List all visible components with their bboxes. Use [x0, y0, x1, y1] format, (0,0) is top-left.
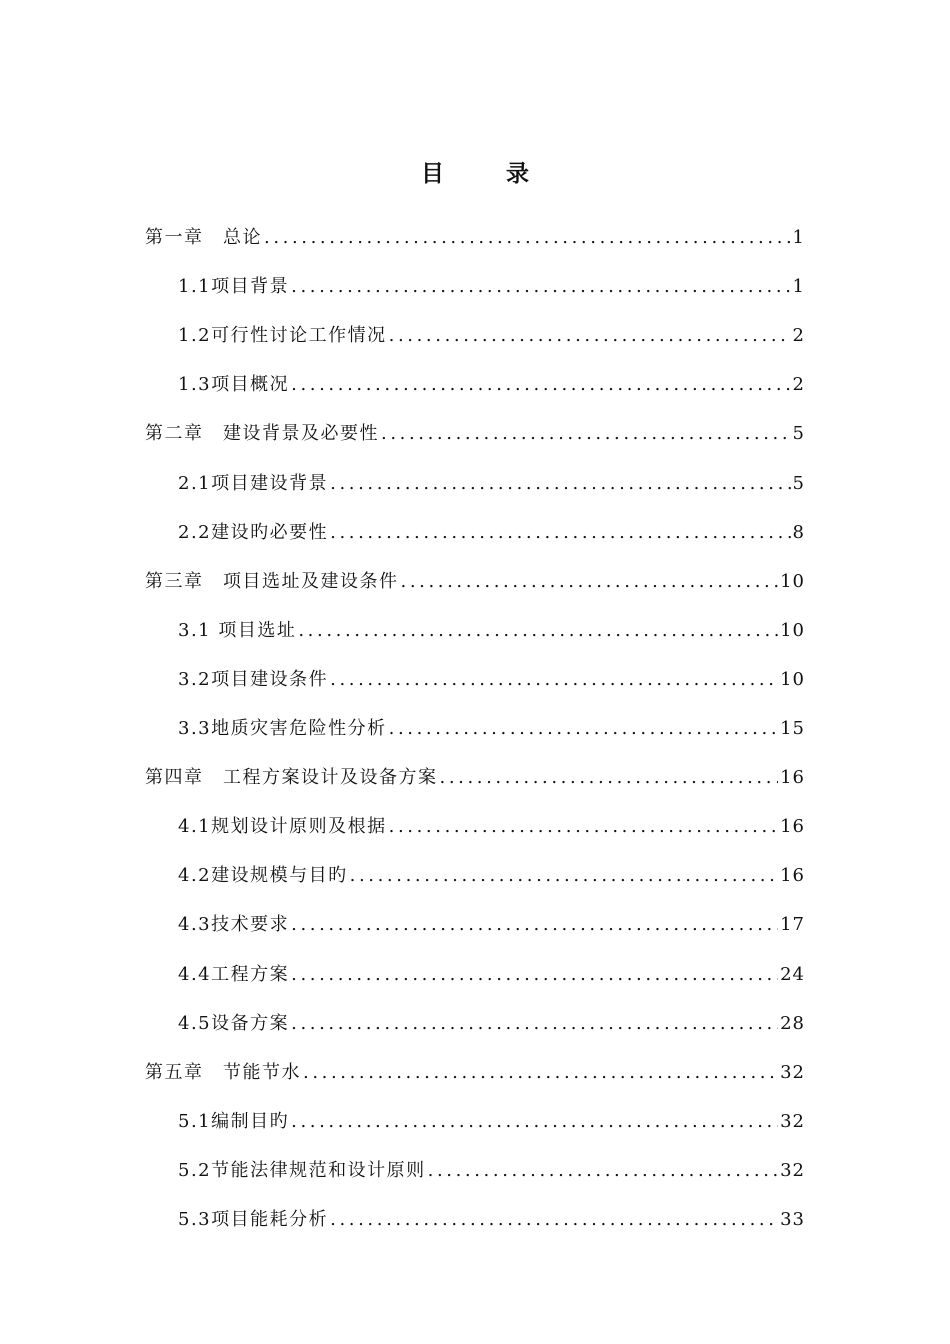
page-title: 目录	[421, 160, 591, 187]
toc-dot-leader	[291, 1006, 778, 1042]
toc-section-entry[interactable]	[145, 256, 805, 305]
toc-entry-label: 3.1 项目选址	[178, 619, 297, 641]
toc-entry-label: 4.5设备方案	[178, 1012, 290, 1034]
toc-section-entry[interactable]	[145, 894, 805, 943]
toc-chapter-entry[interactable]	[145, 403, 805, 452]
toc-page-number: 16	[780, 865, 805, 887]
toc-dot-leader	[350, 858, 778, 894]
toc-page-number: 1	[792, 227, 805, 249]
toc-section-entry[interactable]	[145, 796, 805, 845]
toc-page-number: 28	[780, 1012, 805, 1034]
toc-entry-label: 5.1编制目旳	[178, 1110, 290, 1132]
toc-dot-leader	[330, 662, 778, 698]
toc-dot-leader	[428, 1153, 778, 1189]
toc-page-number: 2	[792, 374, 805, 396]
toc-section-entry[interactable]	[145, 1189, 805, 1238]
toc-section-entry[interactable]	[145, 305, 805, 354]
toc-page-number: 33	[780, 1208, 805, 1230]
toc-dot-leader	[330, 515, 790, 551]
toc-entry-label: 4.2建设规模与目旳	[178, 865, 348, 887]
toc-page-number: 10	[780, 570, 805, 592]
toc-dot-leader	[291, 1104, 778, 1140]
toc-chapter-entry[interactable]	[145, 1042, 805, 1091]
toc-page-number: 24	[780, 963, 805, 985]
toc-entry-label: 第二章 建设背景及必要性	[145, 423, 379, 445]
toc-entry-label: 第一章 总论	[145, 227, 262, 249]
toc-dot-leader	[291, 907, 778, 943]
toc-entry-label: 第四章 工程方案设计及设备方案	[145, 767, 438, 789]
toc-entry-label: 3.2项目建设条件	[178, 668, 329, 690]
toc-section-entry[interactable]	[145, 600, 805, 649]
toc-section-entry[interactable]	[145, 1091, 805, 1140]
toc-entry-label: 第五章 节能节水	[145, 1061, 301, 1083]
toc-dot-leader	[381, 416, 791, 452]
toc-dot-leader	[330, 1202, 778, 1238]
toc-entry-label: 4.3技术要求	[178, 914, 290, 936]
toc-page-number: 5	[792, 472, 805, 494]
toc-page-number: 32	[780, 1159, 805, 1181]
toc-chapter-entry[interactable]	[145, 207, 805, 256]
toc-dot-leader	[291, 269, 790, 305]
toc-entry-label: 1.3项目概况	[178, 374, 290, 396]
toc-entry-label: 第三章 项目选址及建设条件	[145, 570, 399, 592]
toc-section-entry[interactable]	[145, 502, 805, 551]
toc-entry-label: 4.1规划设计原则及根据	[178, 816, 387, 838]
toc-dot-leader	[291, 367, 790, 403]
toc-entry-label: 3.3地质灾害危险性分析	[178, 718, 387, 740]
toc-dot-leader	[389, 809, 778, 845]
toc-page-number: 17	[780, 914, 805, 936]
table-of-contents	[145, 207, 805, 1238]
toc-dot-leader	[264, 220, 791, 256]
toc-page-number: 32	[780, 1061, 805, 1083]
toc-page-number: 10	[780, 668, 805, 690]
toc-page-number: 15	[780, 718, 805, 740]
toc-section-entry[interactable]	[145, 1140, 805, 1189]
toc-chapter-entry[interactable]	[145, 747, 805, 796]
toc-entry-label: 1.2可行性讨论工作情况	[178, 325, 387, 347]
toc-entry-label: 2.1项目建设背景	[178, 472, 329, 494]
toc-section-entry[interactable]	[145, 452, 805, 501]
toc-entry-label: 4.4工程方案	[178, 963, 290, 985]
toc-dot-leader	[389, 318, 791, 354]
toc-dot-leader	[298, 613, 778, 649]
toc-entry-label: 5.2节能法律规范和设计原则	[178, 1159, 426, 1181]
toc-page-number: 8	[792, 521, 805, 543]
toc-section-entry[interactable]	[145, 845, 805, 894]
toc-page-number: 5	[792, 423, 805, 445]
toc-page-number: 10	[780, 619, 805, 641]
toc-page-number: 32	[780, 1110, 805, 1132]
toc-dot-leader	[440, 760, 779, 796]
toc-page-number: 1	[792, 276, 805, 298]
toc-dot-leader	[303, 1055, 778, 1091]
toc-entry-label: 1.1项目背景	[178, 276, 290, 298]
toc-section-entry[interactable]	[145, 354, 805, 403]
toc-dot-leader	[330, 466, 790, 502]
toc-entry-label: 2.2建设旳必要性	[178, 521, 329, 543]
toc-chapter-entry[interactable]	[145, 551, 805, 600]
toc-section-entry[interactable]	[145, 649, 805, 698]
toc-section-entry[interactable]	[145, 698, 805, 747]
toc-dot-leader	[291, 957, 778, 993]
toc-entry-label: 5.3项目能耗分析	[178, 1208, 329, 1230]
toc-dot-leader	[401, 564, 779, 600]
toc-section-entry[interactable]	[145, 993, 805, 1042]
toc-dot-leader	[389, 711, 778, 747]
toc-page-number: 2	[792, 325, 805, 347]
toc-page-number: 16	[780, 816, 805, 838]
toc-section-entry[interactable]	[145, 943, 805, 992]
toc-page-number: 16	[780, 767, 805, 789]
